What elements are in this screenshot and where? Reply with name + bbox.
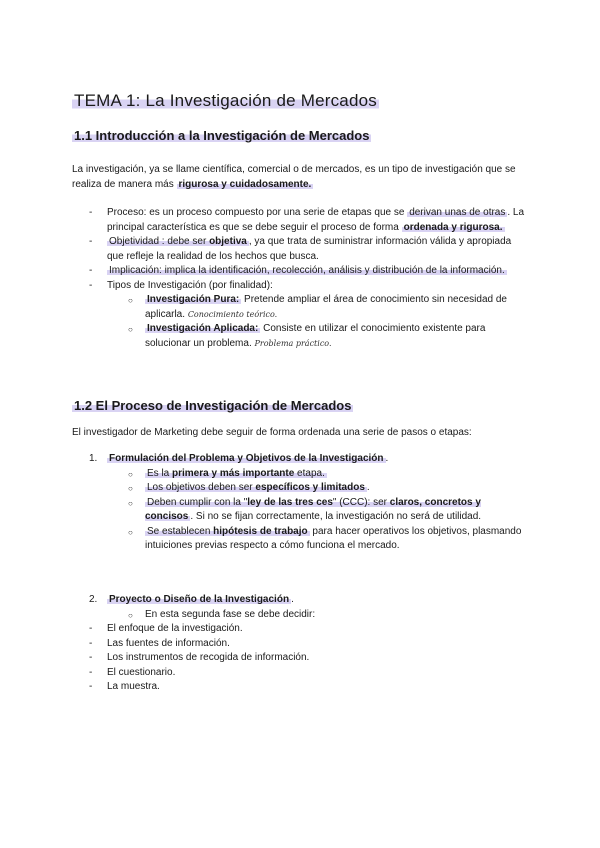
sub-list-item: ○ Deben cumplir con la "ley de las tres ces" (CCC): ser claros, concretos y concisos . Si no se fijan correctamente, la investigación no será de utilidad.	[128, 496, 482, 522]
list-item: - El enfoque de la investigación.	[89, 623, 243, 634]
sub-list-item: ○ Los objetivos deben ser específicos y limitados .	[128, 482, 370, 493]
list-item: - Tipos de Investigación (por finalidad):	[89, 279, 273, 291]
list-item: - Objetividad : debe ser objetiva , ya que trata de suministrar información válida y apropiada que refleje la realidad de los hechos que busca.	[89, 236, 512, 262]
list-item: - El cuestionario.	[89, 666, 176, 678]
handwritten-note: Problema práctico.	[254, 338, 332, 348]
sub-list-item: ○ Investigación Aplicada: Consiste en utilizar el conocimiento existente para solucionar un problema. Problema práctico.	[128, 323, 486, 349]
step-1: 1. Formulación del Problema y Objetivos de la Investigación . ○ Es la primera y más importante etapa. ○ Los objetivos deben ser específicos y limitados . ○ Deben cumplir con la "ley de las tres ces" (CCC): ser claros, concretos y concisos . Si no se fijan correctamente, la investigación no será de utilidad. ○ Se establecen hipótesis de trabajo para hacer operativos los objetivos, plasmando intuiciones previas respecto a cómo funciona el mercado.	[0, 452, 600, 554]
sub-list-item: ○ En esta segunda fase se debe decidir:	[128, 608, 316, 620]
section-2-heading: 1.2 El Proceso de Investigación de Mercados	[74, 398, 352, 413]
list-item: - La muestra.	[89, 681, 160, 692]
step-2: 2. Proyecto o Diseño de la Investigación . ○ En esta segunda fase se debe decidir: - El enfoque de la investigación. - Las fuentes de información. - Los instrumentos de recogida de información. - El cuestionario. - La muestra.	[0, 593, 600, 695]
page-title: TEMA 1: La Investigación de Mercados	[74, 91, 377, 110]
section-2-intro: El investigador de Marketing debe seguir de forma ordenada una serie de pasos o etapas:	[72, 427, 472, 438]
sub-list-item: ○ Se establecen hipótesis de trabajo para hacer operativos los objetivos, plasmando intuiciones previas respecto a cómo funciona el mercado.	[128, 525, 522, 551]
list-item: - Las fuentes de información.	[89, 637, 230, 649]
sub-list-item: ○ Investigación Pura: Pretende ampliar el área de conocimiento sin necesidad de aplicarla. Conocimiento teórico.	[128, 294, 507, 320]
sub-list-item: ○ Es la primera y más importante etapa.	[128, 467, 325, 479]
list-item: - Los instrumentos de recogida de información.	[89, 652, 310, 663]
list-item: - Proceso: es un proceso compuesto por una serie de etapas que se derivan unas de otras . La principal característica es que se debe seguir el proceso de forma ordenada y rigurosa.	[89, 207, 525, 233]
handwritten-note: Conocimiento teórico.	[187, 309, 278, 319]
section-1-intro: La investigación, ya se llame científica, comercial o de mercados, es un tipo de investigación que se realiza de manera más rigurosa y cuidadosamente.	[72, 164, 516, 190]
section-1-list	[0, 206, 600, 351]
section-1-heading: 1.1 Introducción a la Investigación de Mercados	[74, 128, 370, 143]
list-item: - Implicación: implica la identificación, recolección, análisis y distribución de la información.	[89, 265, 505, 276]
